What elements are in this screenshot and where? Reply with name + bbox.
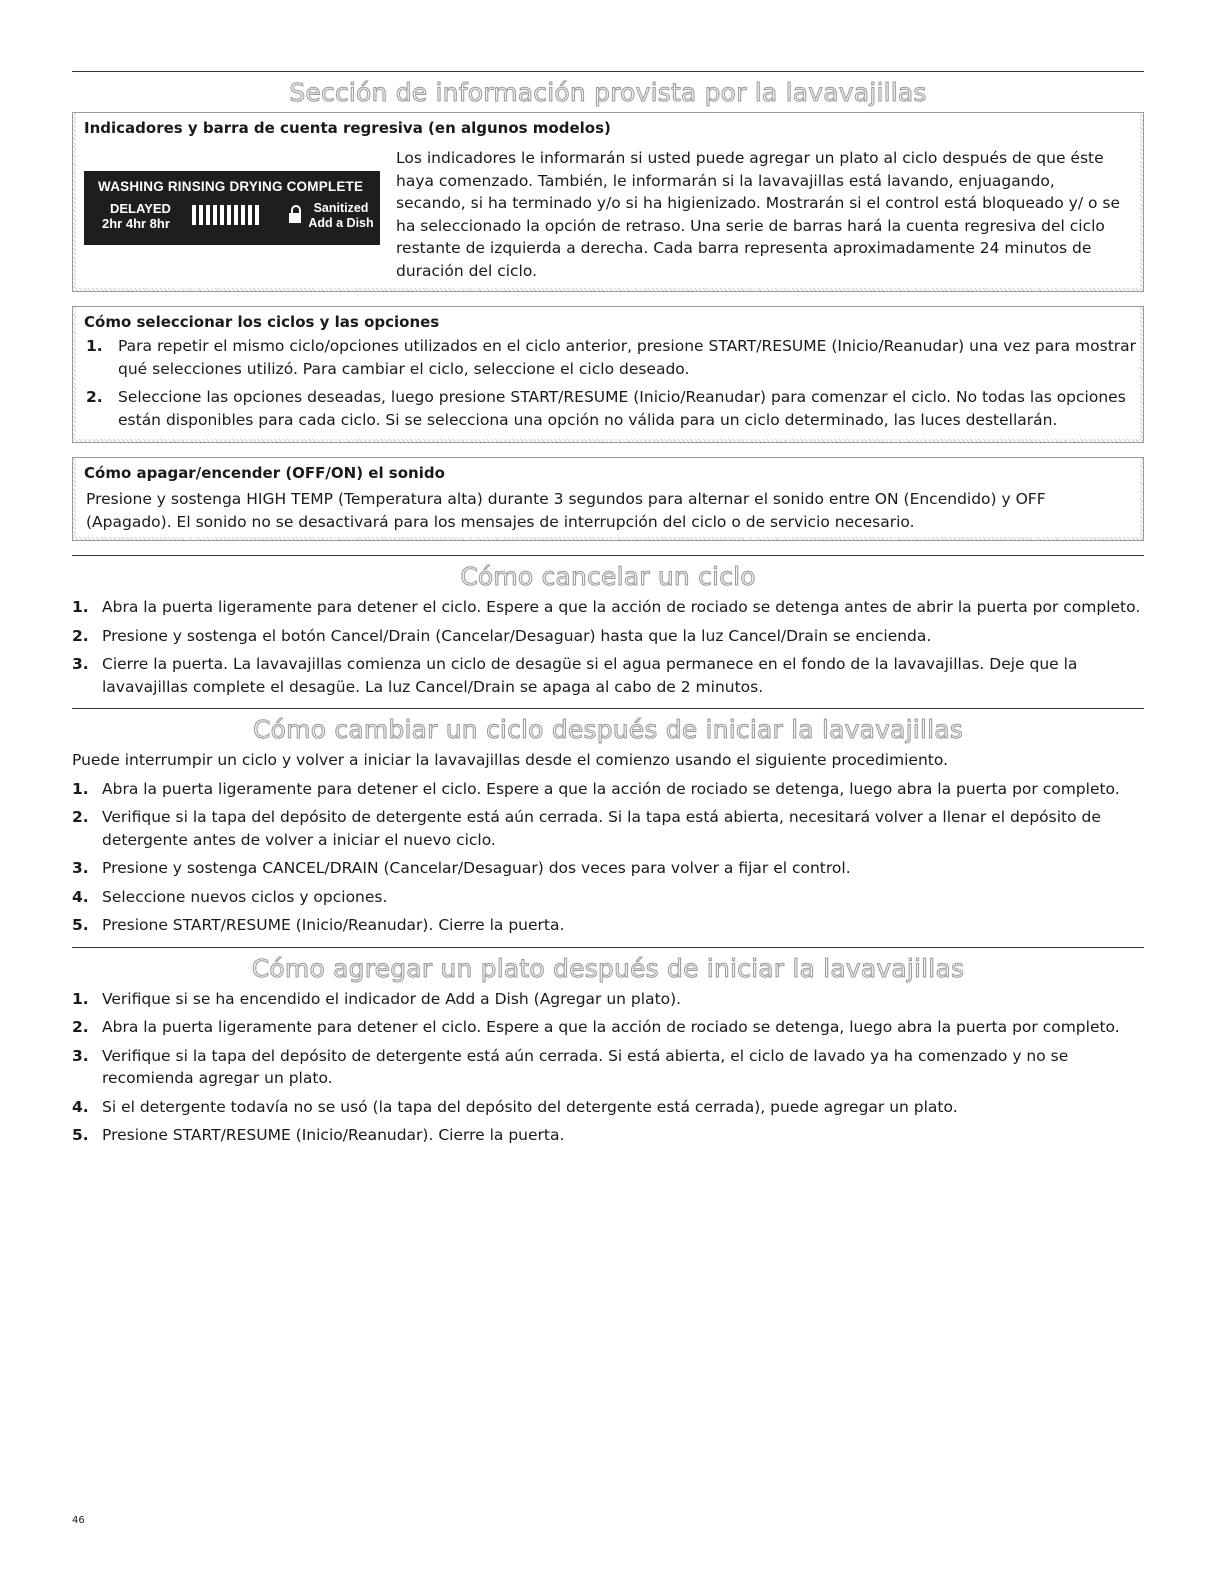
item-number: 1. — [72, 779, 89, 798]
item-text: Verifique si la tapa del depósito de detergente está aún cerrada. Si la tapa está abierta, necesitará volver a llenar el depósito de detergente antes de volver a iniciar el nuevo ciclo. — [102, 808, 1101, 849]
item-text: Abra la puerta ligeramente para detener el ciclo. Espere a que la acción de rociado se detenga antes de abrir la puerta por completo. — [102, 598, 1141, 616]
section-rule — [72, 708, 1144, 709]
item-text: Abra la puerta ligeramente para detener el ciclo. Espere a que la acción de rociado se detenga, luego abra la puerta por completo. — [102, 1018, 1120, 1036]
indicator-panel — [84, 171, 380, 245]
countdown-bar — [192, 205, 196, 225]
item-number: 5. — [72, 916, 89, 934]
select-cycles-list — [76, 335, 1140, 431]
section-title-info: Sección de información provista por la lavavajillas — [289, 78, 927, 107]
sound-text: Presione y sostenga HIGH TEMP (Temperatura alta) durante 3 segundos para alternar el sonido entre ON (Encendido) y OFF (Apagado). El sonido no se desactivará para los mensajes de interrupción del ciclo o de servicio necesario. — [86, 490, 1046, 531]
panel-right-labels — [306, 201, 376, 231]
item-number: 3. — [72, 655, 89, 673]
list-item — [72, 1124, 1144, 1147]
list-item — [72, 1045, 1144, 1090]
item-text: Abra la puerta ligeramente para detener el ciclo. Espere a que la acción de rociado se detenga, luego abra la puerta por completo. — [102, 779, 1120, 798]
countdown-bar — [255, 205, 259, 225]
item-text: Presione START/RESUME (Inicio/Reanudar). Cierre la puerta. — [102, 1126, 565, 1144]
section-rule — [72, 947, 1144, 948]
change-intro: Puede interrumpir un ciclo y volver a iniciar la lavavajillas desde el comienzo usando el siguiente procedimiento. — [72, 751, 948, 769]
item-number: 4. — [72, 1097, 89, 1116]
countdown-bars — [192, 205, 259, 225]
section-title-add-dish: Cómo agregar un plato después de iniciar la lavavajillas — [251, 953, 965, 983]
countdown-bar — [220, 205, 224, 225]
list-item — [72, 886, 1144, 909]
item-text: Seleccione las opciones deseadas, luego presione START/RESUME (Inicio/Reanudar) para comenzar el ciclo. No todas las opciones están disponibles para cada ciclo. Si se selecciona una opción no válida para un ciclo determinado, las luces destellarán. — [118, 388, 1126, 429]
section-rule — [72, 555, 1144, 556]
panel-delayed-label: DELAYED — [110, 201, 171, 216]
select-cycles-title: Cómo seleccionar los ciclos y las opciones — [84, 313, 440, 331]
add-dish-steps — [72, 988, 1144, 1147]
item-number: 1. — [86, 337, 103, 355]
indicators-text: Los indicadores le informarán si usted puede agregar un plato al ciclo después de que éste haya comenzado. También, le informarán si la lavavajillas está lavando, enjuagando, secando, si ha terminado y/o si ha higienizado. Mostrarán si el control está bloqueado y/ o se ha seleccionado la opción de retraso. Una serie de barras hará la cuenta regresiva del ciclo restante de izquierda a derecha. Cada barra representa aproximadamente 24 minutos de duración del ciclo. — [396, 149, 1120, 280]
panel-status-labels: WASHING RINSING DRYING COMPLETE — [98, 179, 364, 194]
item-number: 2. — [72, 626, 89, 645]
item-text: Seleccione nuevos ciclos y opciones. — [102, 887, 388, 906]
item-text: Verifique si se ha encendido el indicador de Add a Dish (Agregar un plato). — [102, 989, 682, 1008]
item-number: 3. — [72, 859, 89, 877]
section-title-cancel: Cómo cancelar un ciclo — [460, 562, 756, 591]
list-item — [72, 778, 1144, 801]
countdown-bar — [248, 205, 252, 225]
page-number: 46 — [72, 1515, 85, 1526]
select-cycles-box — [72, 306, 1144, 443]
countdown-bar — [206, 205, 210, 225]
countdown-bar — [241, 205, 245, 225]
sound-box — [72, 457, 1144, 541]
item-number: 2. — [72, 808, 89, 826]
item-number: 1. — [72, 598, 89, 616]
item-text: Presione y sostenga CANCEL/DRAIN (Cancelar/Desaguar) dos veces para volver a fijar el control. — [102, 859, 851, 877]
list-item — [76, 335, 1140, 380]
countdown-bar — [213, 205, 217, 225]
page — [72, 0, 1144, 1153]
countdown-bar — [199, 205, 203, 225]
panel-hours-label: 2hr 4hr 8hr — [102, 216, 170, 231]
panel-delay-labels — [102, 201, 171, 231]
item-number: 4. — [72, 887, 89, 906]
countdown-bar — [227, 205, 231, 225]
list-item — [72, 988, 1144, 1011]
list-item — [72, 857, 1144, 880]
item-number: 2. — [86, 388, 103, 406]
list-item — [72, 653, 1144, 698]
lock-icon — [289, 205, 301, 223]
item-text: Presione y sostenga el botón Cancel/Drain (Cancelar/Desaguar) hasta que la luz Cancel/Drain se encienda. — [102, 626, 932, 645]
item-text: Cierre la puerta. La lavavajillas comienza un ciclo de desagüe si el agua permanece en el fondo de la lavavajillas. Deje que la lavavajillas complete el desagüe. La luz Cancel/Drain se apaga al cabo de 2 minutos. — [102, 655, 1078, 696]
control-panel-illustration — [76, 141, 396, 277]
countdown-bar — [234, 205, 238, 225]
item-number: 5. — [72, 1126, 89, 1144]
item-text: Si el detergente todavía no se usó (la tapa del depósito del detergente está cerrada), puede agregar un plato. — [102, 1097, 958, 1116]
list-item — [72, 596, 1144, 619]
item-number: 1. — [72, 989, 89, 1008]
indicators-box — [72, 112, 1144, 292]
indicators-title: Indicadores y barra de cuenta regresiva (en algunos modelos) — [84, 119, 611, 137]
list-item — [72, 914, 1144, 937]
list-item — [76, 386, 1140, 431]
item-number: 3. — [72, 1046, 89, 1065]
item-text: Verifique si la tapa del depósito de detergente está aún cerrada. Si está abierta, el ciclo de lavado ya ha comenzado y no se recomienda agregar un plato. — [102, 1046, 1069, 1087]
list-item — [72, 1016, 1144, 1039]
list-item — [72, 806, 1144, 851]
section-title-change: Cómo cambiar un ciclo después de iniciar la lavavajillas — [253, 715, 963, 744]
item-number: 2. — [72, 1018, 89, 1036]
list-item — [72, 1096, 1144, 1119]
top-rule — [72, 71, 1144, 72]
panel-add-dish-label: Add a Dish — [308, 216, 374, 230]
list-item — [72, 625, 1144, 648]
cancel-steps — [72, 596, 1144, 698]
sound-title: Cómo apagar/encender (OFF/ON) el sonido — [84, 464, 445, 482]
item-text: Para repetir el mismo ciclo/opciones utilizados en el ciclo anterior, presione START/RESUME (Inicio/Reanudar) una vez para mostrar qué selecciones utilizó. Para cambiar el ciclo, seleccione el ciclo deseado. — [118, 337, 1137, 378]
change-steps — [72, 778, 1144, 937]
panel-sanitized-label: Sanitized — [313, 201, 369, 215]
item-text: Presione START/RESUME (Inicio/Reanudar). Cierre la puerta. — [102, 916, 565, 934]
